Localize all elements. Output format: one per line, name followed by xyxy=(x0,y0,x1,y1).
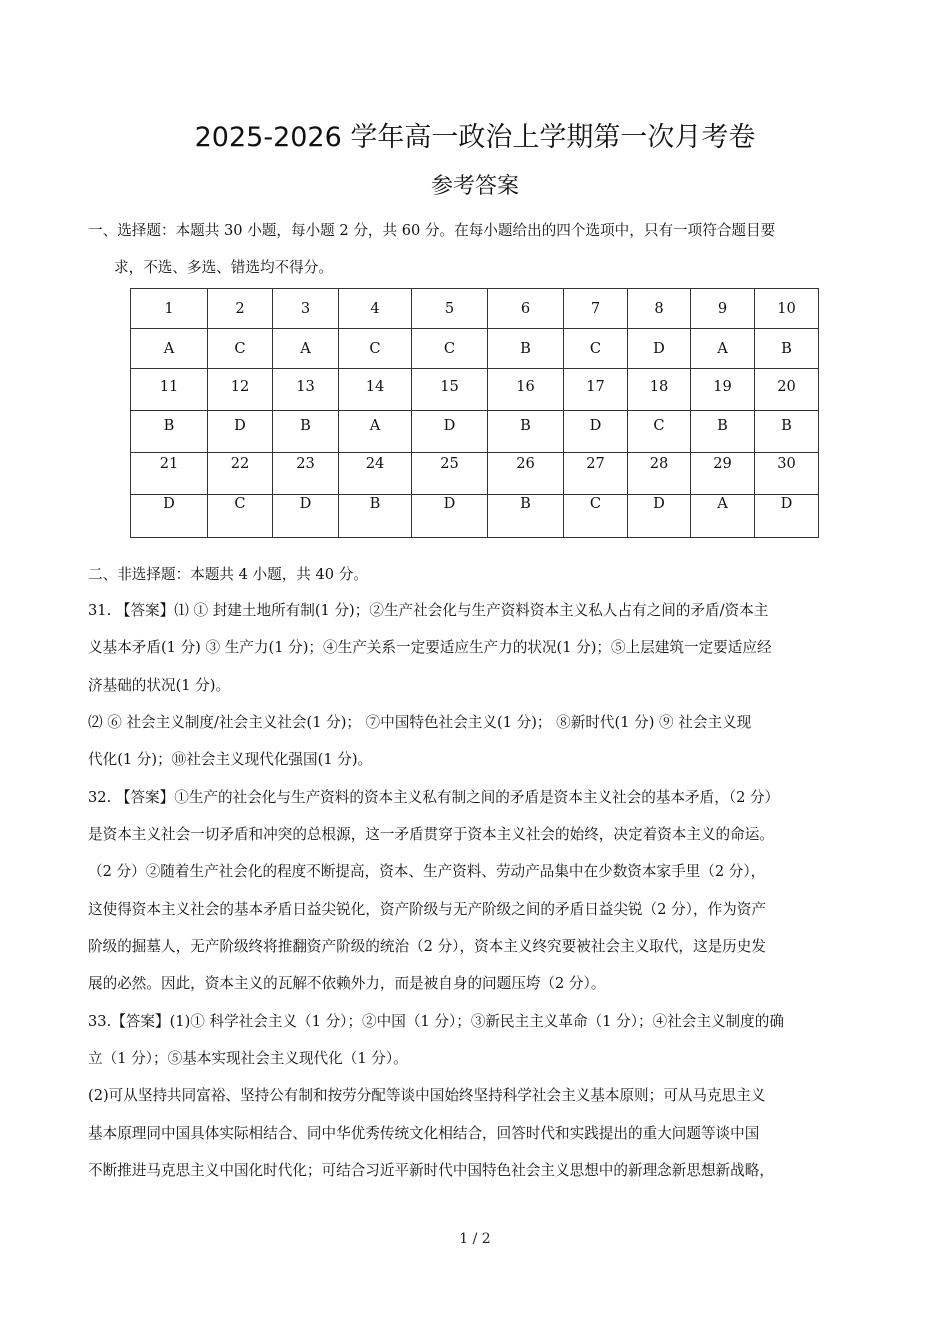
table-cell: D xyxy=(412,411,488,453)
answer-table xyxy=(130,288,819,538)
table-cell: 28 xyxy=(628,453,691,495)
page-title: 2025-2026 学年高一政治上学期第一次月考卷 xyxy=(194,122,756,153)
table-row-numbers-11-20 xyxy=(131,369,819,411)
q31-answer-line1: 31. 【答案】⑴ ① 封建土地所有制(1 分)；②生产社会化与生产资料资本主义私人占有之间的矛盾/资本主 xyxy=(88,602,769,619)
table-cell: D xyxy=(412,495,488,538)
table-cell: A xyxy=(691,495,755,538)
table-cell: C xyxy=(339,329,412,369)
table-cell: 20 xyxy=(755,369,819,411)
table-cell: D xyxy=(628,495,691,538)
table-cell: B xyxy=(691,411,755,453)
page-subtitle: 参考答案 xyxy=(430,174,519,199)
table-row-answers-11-20 xyxy=(131,411,819,453)
table-cell: D xyxy=(131,495,208,538)
table-cell: 24 xyxy=(339,453,412,495)
table-cell: C xyxy=(628,411,691,453)
table-cell: 1 xyxy=(131,289,208,329)
table-cell: B xyxy=(273,411,339,453)
table-cell: 9 xyxy=(691,289,755,329)
table-cell: 10 xyxy=(755,289,819,329)
q32-answer-line2: 是资本主义社会一切矛盾和冲突的总根源，这一矛盾贯穿于资本主义社会的始终，决定着资本主义的命运。 xyxy=(88,826,774,843)
table-cell: 7 xyxy=(564,289,628,329)
q32-answer-line4: 这使得资本主义社会的基本矛盾日益尖锐化，资产阶级与无产阶级之间的矛盾日益尖锐（2 分），作为资产 xyxy=(88,901,766,918)
table-cell: A xyxy=(691,329,755,369)
table-cell: 15 xyxy=(412,369,488,411)
table-cell: 22 xyxy=(208,453,273,495)
table-row-numbers-21-30 xyxy=(131,453,819,495)
table-cell: D xyxy=(273,495,339,538)
table-cell: 13 xyxy=(273,369,339,411)
q33-answer-line3: (2)可从坚持共同富裕、坚持公有制和按劳分配等谈中国始终坚持科学社会主义基本原则；可从马克思主义 xyxy=(88,1087,766,1104)
table-cell: C xyxy=(208,329,273,369)
table-cell: 17 xyxy=(564,369,628,411)
table-cell: 21 xyxy=(131,453,208,495)
table-cell: 29 xyxy=(691,453,755,495)
table-cell: 11 xyxy=(131,369,208,411)
table-cell: B xyxy=(755,329,819,369)
section1-instructions-line2: 求，不选、多选、错选均不得分。 xyxy=(114,259,333,276)
table-cell: 16 xyxy=(488,369,564,411)
q31-answer-line5: 代化(1 分)；⑩社会主义现代化强国(1 分)。 xyxy=(88,751,373,768)
table-cell: B xyxy=(339,495,412,538)
q31-answer-line2: 义基本矛盾(1 分) ③ 生产力(1 分)；④生产关系一定要适应生产力的状况(1 分)；⑤上层建筑一定要适应经 xyxy=(88,639,772,656)
table-cell: 3 xyxy=(273,289,339,329)
table-cell: A xyxy=(131,329,208,369)
table-cell: D xyxy=(755,495,819,538)
q33-answer-line4: 基本原理同中国具体实际相结合、同中华优秀传统文化相结合，回答时代和实践提出的重大问题等谈中国 xyxy=(88,1125,760,1142)
table-cell: 30 xyxy=(755,453,819,495)
page-number: 1 / 2 xyxy=(459,1231,491,1247)
table-cell: C xyxy=(208,495,273,538)
table-cell: 27 xyxy=(564,453,628,495)
q33-answer-line1: 33.【答案】(1)① 科学社会主义（1 分）；②中国（1 分）；③新民主主义革命（1 分）；④社会主义制度的确 xyxy=(88,1013,784,1030)
table-row-answers-1-10 xyxy=(131,329,819,369)
table-cell: C xyxy=(412,329,488,369)
q32-answer-line5: 阶级的掘墓人，无产阶级终将推翻资产阶级的统治（2 分），资本主义终究要被社会主义取代，这是历史发 xyxy=(88,938,766,955)
table-cell: 2 xyxy=(208,289,273,329)
table-cell: 26 xyxy=(488,453,564,495)
table-cell: 23 xyxy=(273,453,339,495)
table-cell: B xyxy=(755,411,819,453)
section2-heading: 二、非选择题：本题共 4 小题，共 40 分。 xyxy=(88,566,368,583)
table-cell: 6 xyxy=(488,289,564,329)
table-row-answers-21-30 xyxy=(131,495,819,538)
table-cell: 4 xyxy=(339,289,412,329)
q31-answer-line4: ⑵ ⑥ 社会主义制度/社会主义社会(1 分)； ⑦中国特色社会主义(1 分)； ⑧新时代(1 分) ⑨ 社会主义现 xyxy=(88,714,752,731)
q32-answer-line1: 32. 【答案】①生产的社会化与生产资料的资本主义私有制之间的矛盾是资本主义社会的基本矛盾，（2 分） xyxy=(88,789,780,806)
table-cell: 19 xyxy=(691,369,755,411)
table-cell: D xyxy=(564,411,628,453)
table-row-numbers-1-10 xyxy=(131,289,819,329)
table-cell: C xyxy=(564,495,628,538)
q32-answer-line3: （2 分）②随着生产社会化的程度不断提高，资本、生产资料、劳动产品集中在少数资本家手里（2 分）， xyxy=(88,863,766,880)
table-cell: 14 xyxy=(339,369,412,411)
table-cell: C xyxy=(564,329,628,369)
table-cell: B xyxy=(488,329,564,369)
section1-instructions-line1: 一、选择题：本题共 30 小题，每小题 2 分，共 60 分。在每小题给出的四个选项中，只有一项符合题目要 xyxy=(88,222,776,239)
q31-answer-line3: 济基础的状况(1 分)。 xyxy=(88,677,231,694)
table-cell: 18 xyxy=(628,369,691,411)
q33-answer-line5: 不断推进马克思主义中国化时代化；可结合习近平新时代中国特色社会主义思想中的新理念新思想新战略， xyxy=(88,1162,774,1179)
table-cell: B xyxy=(488,495,564,538)
q33-answer-line2: 立（1 分）；⑤基本实现社会主义现代化（1 分）。 xyxy=(88,1050,408,1067)
table-cell: A xyxy=(339,411,412,453)
table-cell: 5 xyxy=(412,289,488,329)
table-cell: D xyxy=(628,329,691,369)
table-cell: 25 xyxy=(412,453,488,495)
table-cell: D xyxy=(208,411,273,453)
table-cell: 12 xyxy=(208,369,273,411)
q32-answer-line6: 展的必然。因此，资本主义的瓦解不依赖外力，而是被自身的问题压垮（2 分）。 xyxy=(88,975,606,992)
table-cell: B xyxy=(131,411,208,453)
table-cell: A xyxy=(273,329,339,369)
table-cell: B xyxy=(488,411,564,453)
table-cell: 8 xyxy=(628,289,691,329)
